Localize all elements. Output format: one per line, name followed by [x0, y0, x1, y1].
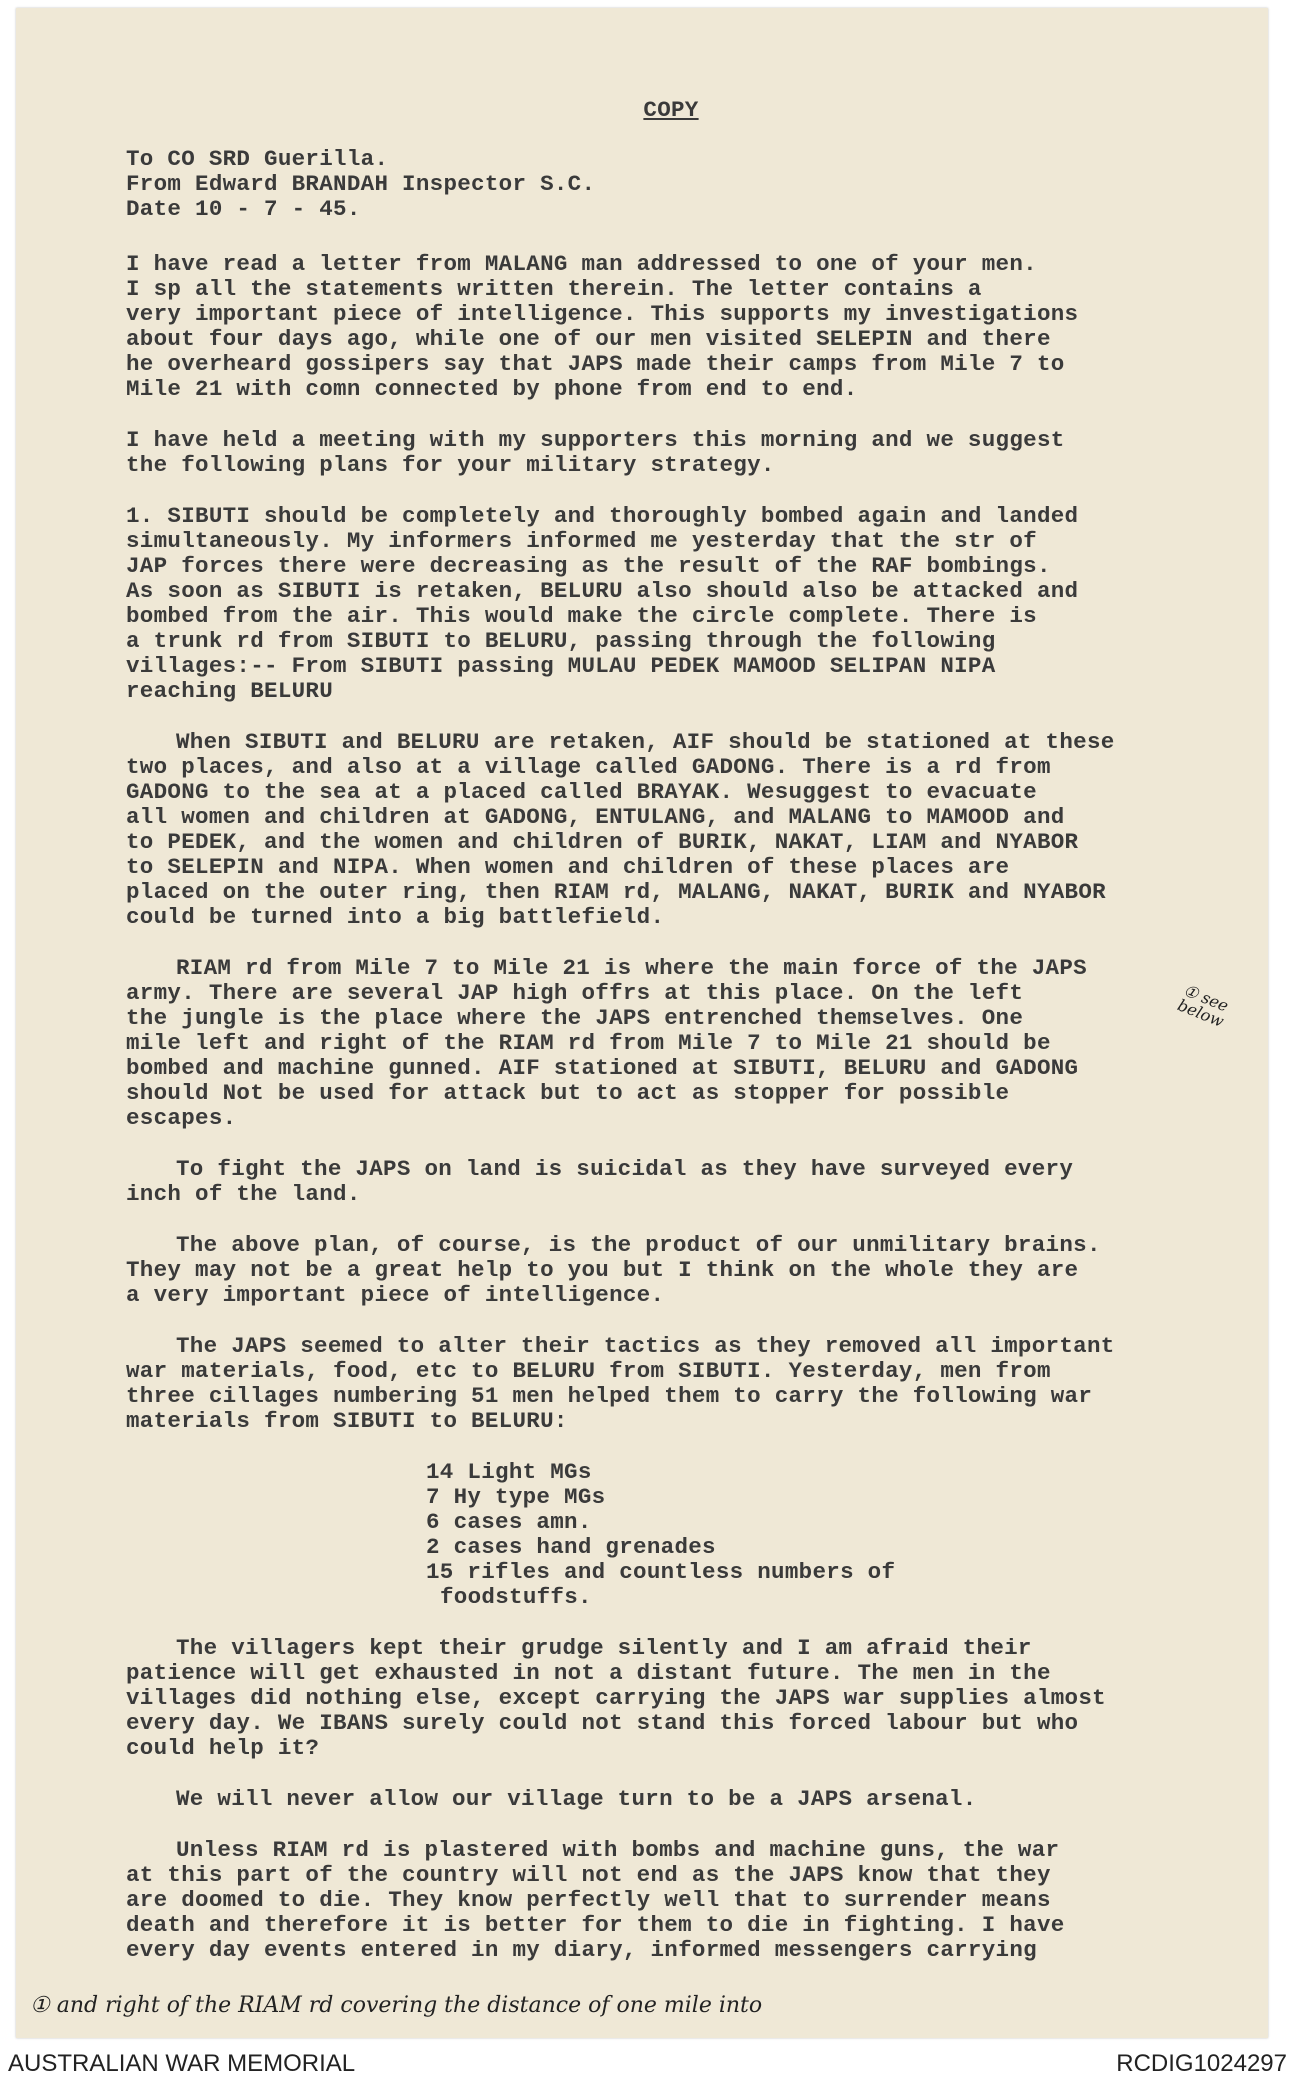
- text-line: I have held a meeting with my supporters this morning and we suggest: [126, 427, 1065, 453]
- paragraph-3: [126, 504, 1216, 704]
- text-line: all women and children at GADONG, ENTULANG, and MALANG to MAMOOD and: [126, 804, 1065, 830]
- text-line: a trunk rd from SIBUTI to BELURU, passing through the following: [126, 628, 996, 654]
- text-line: at this part of the country will not end as the JAPS know that they: [126, 1862, 1051, 1888]
- paragraph-4: [126, 730, 1216, 930]
- text-line: about four days ago, while one of our men visited SELEPIN and there: [126, 326, 1051, 352]
- memo-to: To CO SRD Guerilla.: [126, 146, 389, 172]
- text-line: villages:-- From SIBUTI passing MULAU PEDEK MAMOOD SELIPAN NIPA: [126, 653, 996, 679]
- handwritten-margin-note: ① see below: [1174, 980, 1232, 1031]
- document-page: [16, 8, 1268, 2038]
- text-line: 1. SIBUTI should be completely and thoroughly bombed again and landed: [126, 503, 1079, 529]
- list-item: 6 cases amn.: [426, 1509, 592, 1535]
- paragraph-6: [126, 1157, 1216, 1207]
- text-line: every day events entered in my diary, informed messengers carrying: [126, 1937, 1037, 1963]
- text-line: very important piece of intelligence. This supports my investigations: [126, 301, 1079, 327]
- text-line: They may not be a great help to you but I think on the whole they are: [126, 1257, 1079, 1283]
- text-line: could be turned into a big battlefield.: [126, 904, 665, 930]
- paragraph-2: [126, 428, 1216, 478]
- text-line: to PEDEK, and the women and children of BURIK, NAKAT, LIAM and NYABOR: [126, 829, 1079, 855]
- handwritten-footnote: ① and right of the RIAM rd covering the distance of one mile into: [30, 1993, 763, 2018]
- paragraph-10: [126, 1787, 1216, 1812]
- text-line: When SIBUTI and BELURU are retaken, AIF should be stationed at these: [176, 729, 1115, 755]
- text-line: To fight the JAPS on land is suicidal as they have surveyed every: [176, 1156, 1074, 1182]
- paragraph-1: [126, 252, 1216, 402]
- memo-date: Date 10 - 7 - 45.: [126, 196, 361, 222]
- war-materials-list: [426, 1460, 1216, 1610]
- text-line: I have read a letter from MALANG man addressed to one of your men.: [126, 251, 1037, 277]
- text-line: death and therefore it is better for them to die in fighting. I have: [126, 1912, 1065, 1938]
- list-item: 7 Hy type MGs: [426, 1484, 606, 1510]
- text-line: We will never allow our village turn to be a JAPS arsenal.: [176, 1786, 977, 1812]
- list-item: 14 Light MGs: [426, 1459, 592, 1485]
- archive-name: AUSTRALIAN WAR MEMORIAL: [8, 2050, 356, 2077]
- text-line: the following plans for your military strategy.: [126, 452, 775, 478]
- text-line: bombed and machine gunned. AIF stationed at SIBUTI, BELURU and GADONG: [126, 1055, 1079, 1081]
- text-line: I sp all the statements written therein. The letter contains a: [126, 276, 982, 302]
- paragraph-9: [126, 1636, 1216, 1761]
- text-line: mile left and right of the RIAM rd from Mile 7 to Mile 21 should be: [126, 1030, 1051, 1056]
- memo-header: [126, 147, 1216, 222]
- text-line: inch of the land.: [126, 1181, 361, 1207]
- text-line: JAP forces there were decreasing as the result of the RAF bombings.: [126, 553, 1051, 579]
- text-line: placed on the outer ring, then RIAM rd, MALANG, NAKAT, BURIK and NYABOR: [126, 879, 1106, 905]
- text-line: GADONG to the sea at a placed called BRAYAK. Wesuggest to evacuate: [126, 779, 1037, 805]
- text-line: The above plan, of course, is the product of our unmilitary brains.: [176, 1232, 1101, 1258]
- list-item: 15 rifles and countless numbers of: [426, 1559, 896, 1585]
- text-line: bombed from the air. This would make the circle complete. There is: [126, 603, 1037, 629]
- text-line: Mile 21 with comn connected by phone from end to end.: [126, 376, 858, 402]
- text-line: army. There are several JAP high offrs at this place. On the left: [126, 980, 1024, 1006]
- text-line: war materials, food, etc to BELURU from SIBUTI. Yesterday, men from: [126, 1358, 1051, 1384]
- paragraph-5: [126, 956, 1216, 1131]
- text-line: he overheard gossipers say that JAPS made their camps from Mile 7 to: [126, 351, 1065, 377]
- text-line: The JAPS seemed to alter their tactics as they removed all important: [176, 1333, 1115, 1359]
- text-line: villages did nothing else, except carrying the JAPS war supplies almost: [126, 1685, 1106, 1711]
- text-line: As soon as SIBUTI is retaken, BELURU also should also be attacked and: [126, 578, 1079, 604]
- text-line: two places, and also at a village called GADONG. There is a rd from: [126, 754, 1051, 780]
- paragraph-11: [126, 1838, 1216, 1963]
- list-item: foodstuffs.: [440, 1584, 592, 1610]
- text-line: the jungle is the place where the JAPS entrenched themselves. One: [126, 1005, 1024, 1031]
- text-line: should Not be used for attack but to act as stopper for possible: [126, 1080, 1010, 1106]
- text-line: to SELEPIN and NIPA. When women and children of these places are: [126, 854, 1010, 880]
- text-line: RIAM rd from Mile 7 to Mile 21 is where the main force of the JAPS: [176, 955, 1087, 981]
- text-line: Unless RIAM rd is plastered with bombs and machine guns, the war: [176, 1837, 1060, 1863]
- document-body: [126, 98, 1216, 1989]
- text-line: could help it?: [126, 1735, 320, 1761]
- text-line: reaching BELURU: [126, 678, 334, 704]
- text-line: escapes.: [126, 1105, 237, 1131]
- list-item: 2 cases hand grenades: [426, 1534, 716, 1560]
- text-line: patience will get exhausted in not a distant future. The men in the: [126, 1660, 1051, 1686]
- text-line: every day. We IBANS surely could not stand this forced labour but who: [126, 1710, 1079, 1736]
- memo-from: From Edward BRANDAH Inspector S.C.: [126, 171, 596, 197]
- text-line: three cillages numbering 51 men helped them to carry the following war: [126, 1383, 1093, 1409]
- text-line: The villagers kept their grudge silently and I am afraid their: [176, 1635, 1032, 1661]
- paragraph-8: [126, 1334, 1216, 1434]
- text-line: a very important piece of intelligence.: [126, 1282, 665, 1308]
- text-line: materials from SIBUTI to BELURU:: [126, 1408, 568, 1434]
- archive-footer: [0, 2042, 1295, 2082]
- text-line: simultaneously. My informers informed me yesterday that the str of: [126, 528, 1037, 554]
- text-line: are doomed to die. They know perfectly well that to surrender means: [126, 1887, 1051, 1913]
- archive-id: RCDIG1024297: [1116, 2050, 1287, 2077]
- paragraph-7: [126, 1233, 1216, 1308]
- document-title: COPY: [643, 97, 699, 123]
